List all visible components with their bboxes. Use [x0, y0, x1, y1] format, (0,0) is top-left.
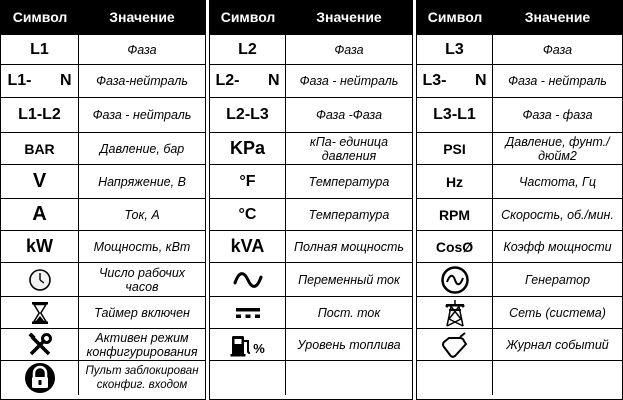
table-row	[210, 35, 412, 65]
meaning-cell	[286, 361, 412, 395]
meaning-cell: Фаза -Фаза	[315, 108, 383, 122]
table-column-2	[209, 0, 413, 400]
symbol-suffix: N	[59, 72, 72, 89]
symbol-cell: kVA	[210, 231, 286, 262]
meaning-cell: Полная мощность	[294, 239, 404, 254]
table-row	[1, 35, 205, 65]
table-header	[417, 1, 622, 35]
header-symbol: Символ	[220, 9, 276, 25]
symbol-prefix: L3-	[422, 72, 447, 89]
symbol-suffix: N	[267, 72, 280, 89]
table-row	[210, 297, 412, 329]
meaning-cell: Пост. ток	[317, 305, 381, 320]
meaning-cell: Скорость, об./мин.	[501, 207, 614, 222]
grid-tower-icon	[417, 297, 493, 328]
symbol-cell: °C	[210, 199, 286, 230]
symbol-cell	[417, 361, 493, 395]
symbol-cell	[1, 65, 79, 97]
symbol-suffix: N	[474, 72, 487, 89]
meaning-cell: кПа- единица давления	[309, 134, 389, 163]
symbol-cell: CosØ	[417, 231, 493, 262]
symbol-cell	[210, 65, 286, 97]
symbol-cell: L1	[1, 35, 79, 64]
header-meaning: Значение	[524, 9, 591, 25]
meaning-cell: Давление, фунт./дюйм2	[505, 134, 610, 163]
meaning-cell: Давление, бар	[99, 141, 185, 156]
meaning-cell: Коэфф мощности	[503, 239, 612, 254]
table-row	[417, 35, 622, 65]
meaning-cell: Фаза	[542, 42, 573, 57]
table-row	[1, 133, 205, 165]
clock-icon	[1, 263, 79, 296]
symbol-cell: L3-L1	[417, 98, 493, 132]
ac-wave-icon	[210, 263, 286, 296]
symbol-prefix: L1-	[7, 72, 32, 89]
table-row	[417, 98, 622, 133]
meaning-cell: Переменный ток	[298, 272, 400, 287]
meaning-cell: Пульт заблокирован сконфиг. входом	[85, 365, 199, 391]
fuel-percent-label: %	[253, 341, 265, 356]
meaning-cell: Таймер включен	[94, 305, 190, 320]
symbol-cell: L2	[210, 35, 286, 64]
event-log-icon	[417, 329, 493, 360]
table-row	[1, 98, 205, 133]
table-row	[417, 165, 622, 199]
symbol-cell: A	[1, 199, 79, 230]
symbol-cell: RPM	[417, 199, 493, 230]
symbol-cell: BAR	[1, 133, 79, 164]
table-row	[417, 297, 622, 329]
dc-icon	[210, 297, 286, 328]
table-row	[1, 297, 205, 329]
table-row	[1, 329, 205, 361]
table-row	[1, 199, 205, 231]
table-row	[210, 199, 412, 231]
fuel-pump-icon	[210, 329, 286, 360]
symbol-cell: L3	[417, 35, 493, 64]
header-symbol: Символ	[427, 9, 483, 25]
header-meaning: Значение	[109, 9, 175, 25]
symbol-cell	[210, 361, 286, 395]
symbol-prefix: L2-	[215, 72, 240, 89]
table-row	[210, 133, 412, 165]
symbol-cell: PSI	[417, 133, 493, 164]
table-row	[210, 231, 412, 263]
symbol-cell: KPa	[210, 133, 286, 164]
meaning-cell: Ток, А	[124, 207, 160, 222]
table-row	[1, 165, 205, 199]
meaning-cell: Число рабочих часов	[98, 265, 186, 294]
table-row	[210, 329, 412, 361]
meaning-cell: Фаза - нейтраль	[299, 74, 399, 88]
padlock-icon	[1, 361, 79, 395]
table-row	[417, 263, 622, 297]
meaning-cell: Сеть (система)	[509, 305, 606, 320]
table-row	[210, 65, 412, 98]
symbol-cell: V	[1, 165, 79, 198]
header-symbol: Символ	[12, 9, 68, 25]
table-row	[417, 199, 622, 231]
table-row	[417, 65, 622, 98]
table-row	[1, 263, 205, 297]
meaning-cell	[493, 361, 622, 395]
table-row	[210, 263, 412, 297]
table-row	[417, 231, 622, 263]
table-row	[1, 65, 205, 98]
meaning-cell: Фаза - нейтраль	[508, 74, 607, 88]
table-row	[1, 231, 205, 263]
symbol-cell: L1-L2	[1, 98, 79, 132]
table-row	[210, 361, 412, 395]
meaning-cell: Мощность, кВт	[93, 239, 191, 254]
meaning-cell: Журнал событий	[506, 337, 609, 352]
meaning-cell: Фаза - нейтраль	[92, 108, 192, 122]
symbol-cell: L2-L3	[210, 98, 286, 132]
table-row	[417, 133, 622, 165]
meaning-cell: Фаза-нейтраль	[96, 74, 188, 88]
meaning-cell: Температура	[308, 174, 390, 189]
table-column-1	[0, 0, 206, 400]
symbol-cell	[417, 65, 493, 97]
table-row	[1, 361, 205, 395]
meaning-cell: Фаза	[334, 42, 364, 57]
table-header	[1, 1, 205, 35]
table-row	[210, 98, 412, 133]
meaning-cell: Температура	[308, 207, 390, 222]
symbol-cell: °F	[210, 165, 286, 198]
meaning-cell: Частота, Гц	[519, 174, 596, 189]
table-row	[210, 165, 412, 199]
meaning-cell: Активен режим конфигурирования	[86, 330, 198, 359]
symbol-cell: Hz	[417, 165, 493, 198]
meaning-cell: Генератор	[524, 272, 591, 287]
symbol-cell: kW	[1, 231, 79, 262]
meaning-cell: Фаза	[127, 42, 157, 57]
hourglass-icon	[1, 297, 79, 328]
table-column-3	[416, 0, 623, 400]
tools-icon	[1, 329, 79, 360]
table-row	[417, 329, 622, 361]
generator-icon	[417, 263, 493, 296]
meaning-cell: Напряжение, В	[98, 174, 186, 189]
meaning-cell: Уровень топлива	[297, 337, 401, 352]
header-meaning: Значение	[316, 9, 382, 25]
table-row	[417, 361, 622, 395]
table-header	[210, 1, 412, 35]
meaning-cell: Фаза - фаза	[522, 108, 593, 122]
